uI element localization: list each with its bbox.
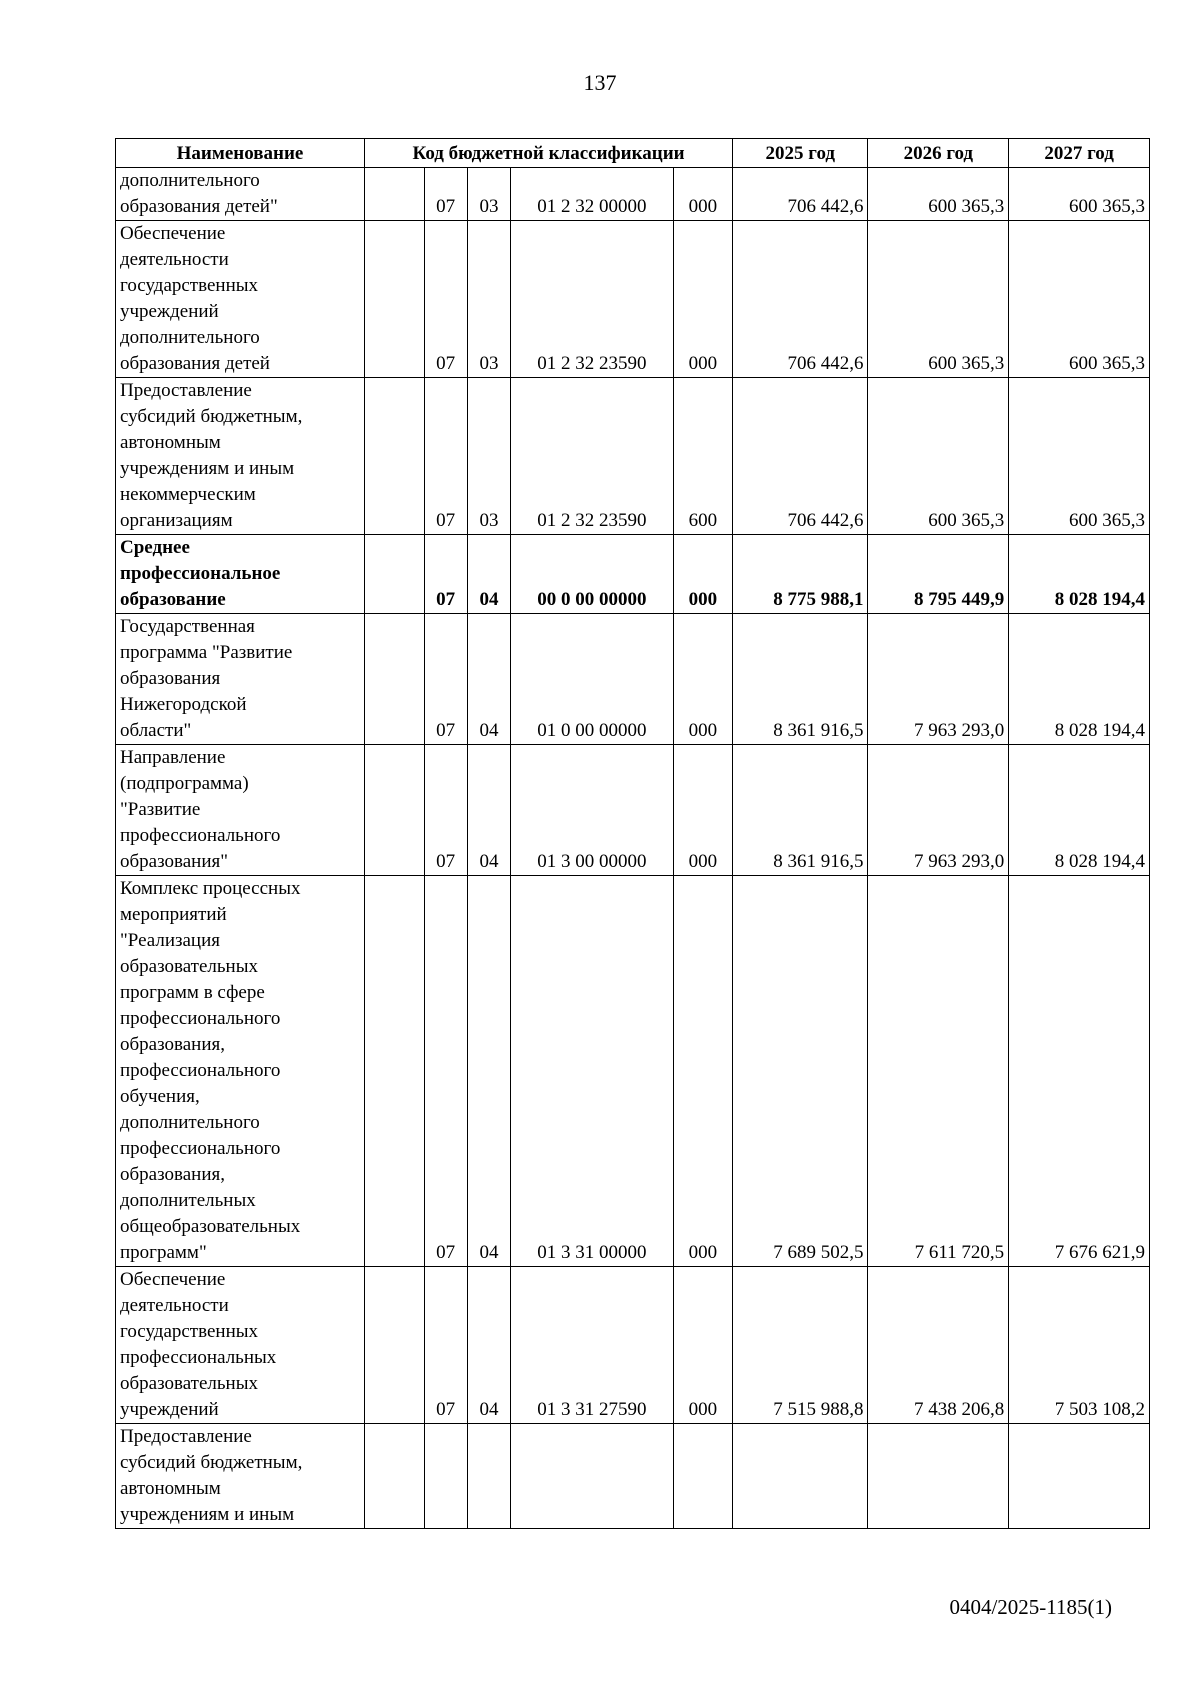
- header-2026: 2026 год: [868, 139, 1009, 168]
- row-name: [116, 221, 365, 378]
- table-row: [116, 614, 1150, 745]
- value-2027: 7 503 108,2: [1009, 1267, 1150, 1424]
- row-name-line: профессионального: [120, 1138, 281, 1159]
- row-name-line: Комплекс процессных: [120, 878, 301, 899]
- row-name-line: учреждений: [120, 301, 219, 322]
- row-name-line: Направление: [120, 747, 226, 768]
- row-name-line: Обеспечение: [120, 1269, 226, 1290]
- row-name-line: программ": [120, 1242, 207, 1263]
- row-name-line: образования детей": [120, 196, 278, 217]
- code-expense-type: 000: [673, 614, 733, 745]
- row-name: [116, 1267, 365, 1424]
- code-subsection: 03: [467, 221, 510, 378]
- table-body: [116, 168, 1150, 1529]
- code-section: 07: [424, 1267, 467, 1424]
- row-name-line: деятельности: [120, 1295, 229, 1316]
- value-2026: 600 365,3: [868, 221, 1009, 378]
- header-2025: 2025 год: [733, 139, 868, 168]
- table-row: [116, 221, 1150, 378]
- code-target-article: 01 0 00 00000: [511, 614, 673, 745]
- table-row: [116, 378, 1150, 535]
- value-2025: 8 775 988,1: [733, 535, 868, 614]
- row-name-line: государственных: [120, 275, 259, 296]
- code-section: 07: [424, 221, 467, 378]
- row-name-line: дополнительных: [120, 1190, 256, 1211]
- code-target-article: [511, 1424, 673, 1529]
- row-name-line: (подпрограмма): [120, 773, 249, 794]
- row-name: [116, 876, 365, 1267]
- row-name-line: программ в сфере: [120, 982, 265, 1003]
- row-name: [116, 614, 365, 745]
- table-row: [116, 1424, 1150, 1529]
- row-name-line: профессиональное: [120, 563, 281, 584]
- row-name-line: профессионального: [120, 1008, 281, 1029]
- budget-table: [115, 138, 1150, 1529]
- row-name-line: организациям: [120, 510, 233, 531]
- value-2025: 7 689 502,5: [733, 876, 868, 1267]
- header-2027: 2027 год: [1009, 139, 1150, 168]
- row-name-line: некоммерческим: [120, 484, 256, 505]
- header-code: Код бюджетной классификации: [365, 139, 733, 168]
- row-name-line: обучения,: [120, 1086, 200, 1107]
- code-section: 07: [424, 876, 467, 1267]
- code-expense-type: 600: [673, 378, 733, 535]
- code-section: 07: [424, 378, 467, 535]
- code-subsection: 03: [467, 168, 510, 221]
- value-2025: [733, 1424, 868, 1529]
- code-section: 07: [424, 168, 467, 221]
- value-2026: 7 611 720,5: [868, 876, 1009, 1267]
- value-2027: 600 365,3: [1009, 221, 1150, 378]
- value-2026: 8 795 449,9: [868, 535, 1009, 614]
- value-2025: 706 442,6: [733, 221, 868, 378]
- value-2025: 7 515 988,8: [733, 1267, 868, 1424]
- row-name-line: "Развитие: [120, 799, 201, 820]
- header-name: Наименование: [116, 139, 365, 168]
- code-section: 07: [424, 745, 467, 876]
- code-expense-type: 000: [673, 535, 733, 614]
- row-name: [116, 378, 365, 535]
- row-name-line: профессиональных: [120, 1347, 277, 1368]
- row-name-line: государственных: [120, 1321, 259, 1342]
- value-2027: 8 028 194,4: [1009, 745, 1150, 876]
- value-2026: 600 365,3: [868, 378, 1009, 535]
- row-name-line: дополнительного: [120, 1112, 260, 1133]
- value-2026: 600 365,3: [868, 168, 1009, 221]
- row-name-line: образования,: [120, 1164, 225, 1185]
- row-name-line: Среднее: [120, 537, 190, 558]
- code-expense-type: 000: [673, 745, 733, 876]
- value-2027: 600 365,3: [1009, 168, 1150, 221]
- code-target-article: 01 2 32 00000: [511, 168, 673, 221]
- row-name-line: программа "Развитие: [120, 642, 293, 663]
- row-name-line: области": [120, 720, 192, 741]
- row-name-line: автономным: [120, 432, 221, 453]
- row-name-line: образовательных: [120, 956, 258, 977]
- code-blank: [365, 1267, 425, 1424]
- document-code: 0404/2025-1185(1): [949, 1595, 1112, 1619]
- row-name-line: Предоставление: [120, 1426, 252, 1447]
- row-name-line: автономным: [120, 1478, 221, 1499]
- code-blank: [365, 535, 425, 614]
- code-expense-type: 000: [673, 168, 733, 221]
- row-name-line: учреждениям и иным: [120, 1504, 295, 1525]
- row-name-line: субсидий бюджетным,: [120, 1452, 303, 1473]
- code-subsection: 04: [467, 745, 510, 876]
- table-row: [116, 535, 1150, 614]
- value-2026: 7 438 206,8: [868, 1267, 1009, 1424]
- row-name-line: Нижегородской: [120, 694, 247, 715]
- table-row: [116, 745, 1150, 876]
- code-subsection: 03: [467, 378, 510, 535]
- row-name-line: дополнительного: [120, 327, 260, 348]
- row-name-line: Предоставление: [120, 380, 252, 401]
- code-blank: [365, 614, 425, 745]
- row-name-line: "Реализация: [120, 930, 221, 951]
- code-blank: [365, 378, 425, 535]
- code-target-article: 01 3 00 00000: [511, 745, 673, 876]
- code-subsection: [467, 1424, 510, 1529]
- code-blank: [365, 876, 425, 1267]
- row-name-line: субсидий бюджетным,: [120, 406, 303, 427]
- code-target-article: 00 0 00 00000: [511, 535, 673, 614]
- row-name-line: общеобразовательных: [120, 1216, 301, 1237]
- code-blank: [365, 745, 425, 876]
- row-name-line: учреждениям и иным: [120, 458, 295, 479]
- page-number: 137: [583, 70, 617, 95]
- code-expense-type: 000: [673, 221, 733, 378]
- code-subsection: 04: [467, 1267, 510, 1424]
- value-2026: 7 963 293,0: [868, 745, 1009, 876]
- code-expense-type: [673, 1424, 733, 1529]
- row-name-line: образования,: [120, 1034, 225, 1055]
- code-blank: [365, 168, 425, 221]
- code-section: [424, 1424, 467, 1529]
- row-name-line: образования детей: [120, 353, 270, 374]
- row-name-line: учреждений: [120, 1399, 219, 1420]
- code-target-article: 01 3 31 27590: [511, 1267, 673, 1424]
- row-name-line: профессионального: [120, 1060, 281, 1081]
- table-row: [116, 876, 1150, 1267]
- value-2025: 8 361 916,5: [733, 614, 868, 745]
- value-2027: 600 365,3: [1009, 378, 1150, 535]
- row-name: [116, 1424, 365, 1529]
- code-blank: [365, 1424, 425, 1529]
- value-2027: 8 028 194,4: [1009, 535, 1150, 614]
- table-row: [116, 168, 1150, 221]
- row-name-line: деятельности: [120, 249, 229, 270]
- row-name-line: мероприятий: [120, 904, 227, 925]
- row-name: [116, 535, 365, 614]
- code-expense-type: 000: [673, 876, 733, 1267]
- code-blank: [365, 221, 425, 378]
- row-name-line: Обеспечение: [120, 223, 226, 244]
- value-2026: [868, 1424, 1009, 1529]
- value-2027: 7 676 621,9: [1009, 876, 1150, 1267]
- row-name-line: дополнительного: [120, 170, 260, 191]
- code-subsection: 04: [467, 535, 510, 614]
- code-target-article: 01 3 31 00000: [511, 876, 673, 1267]
- value-2025: 8 361 916,5: [733, 745, 868, 876]
- row-name-line: образования": [120, 851, 228, 872]
- value-2025: 706 442,6: [733, 168, 868, 221]
- table-header-row: [116, 139, 1150, 168]
- value-2025: 706 442,6: [733, 378, 868, 535]
- row-name-line: образование: [120, 589, 226, 610]
- value-2027: 8 028 194,4: [1009, 614, 1150, 745]
- code-subsection: 04: [467, 614, 510, 745]
- row-name-line: образования: [120, 668, 221, 689]
- row-name: [116, 168, 365, 221]
- value-2026: 7 963 293,0: [868, 614, 1009, 745]
- code-target-article: 01 2 32 23590: [511, 221, 673, 378]
- value-2027: [1009, 1424, 1150, 1529]
- row-name-line: Государственная: [120, 616, 255, 637]
- code-section: 07: [424, 614, 467, 745]
- row-name-line: образовательных: [120, 1373, 258, 1394]
- row-name: [116, 745, 365, 876]
- code-subsection: 04: [467, 876, 510, 1267]
- code-section: 07: [424, 535, 467, 614]
- code-target-article: 01 2 32 23590: [511, 378, 673, 535]
- table-row: [116, 1267, 1150, 1424]
- code-expense-type: 000: [673, 1267, 733, 1424]
- row-name-line: профессионального: [120, 825, 281, 846]
